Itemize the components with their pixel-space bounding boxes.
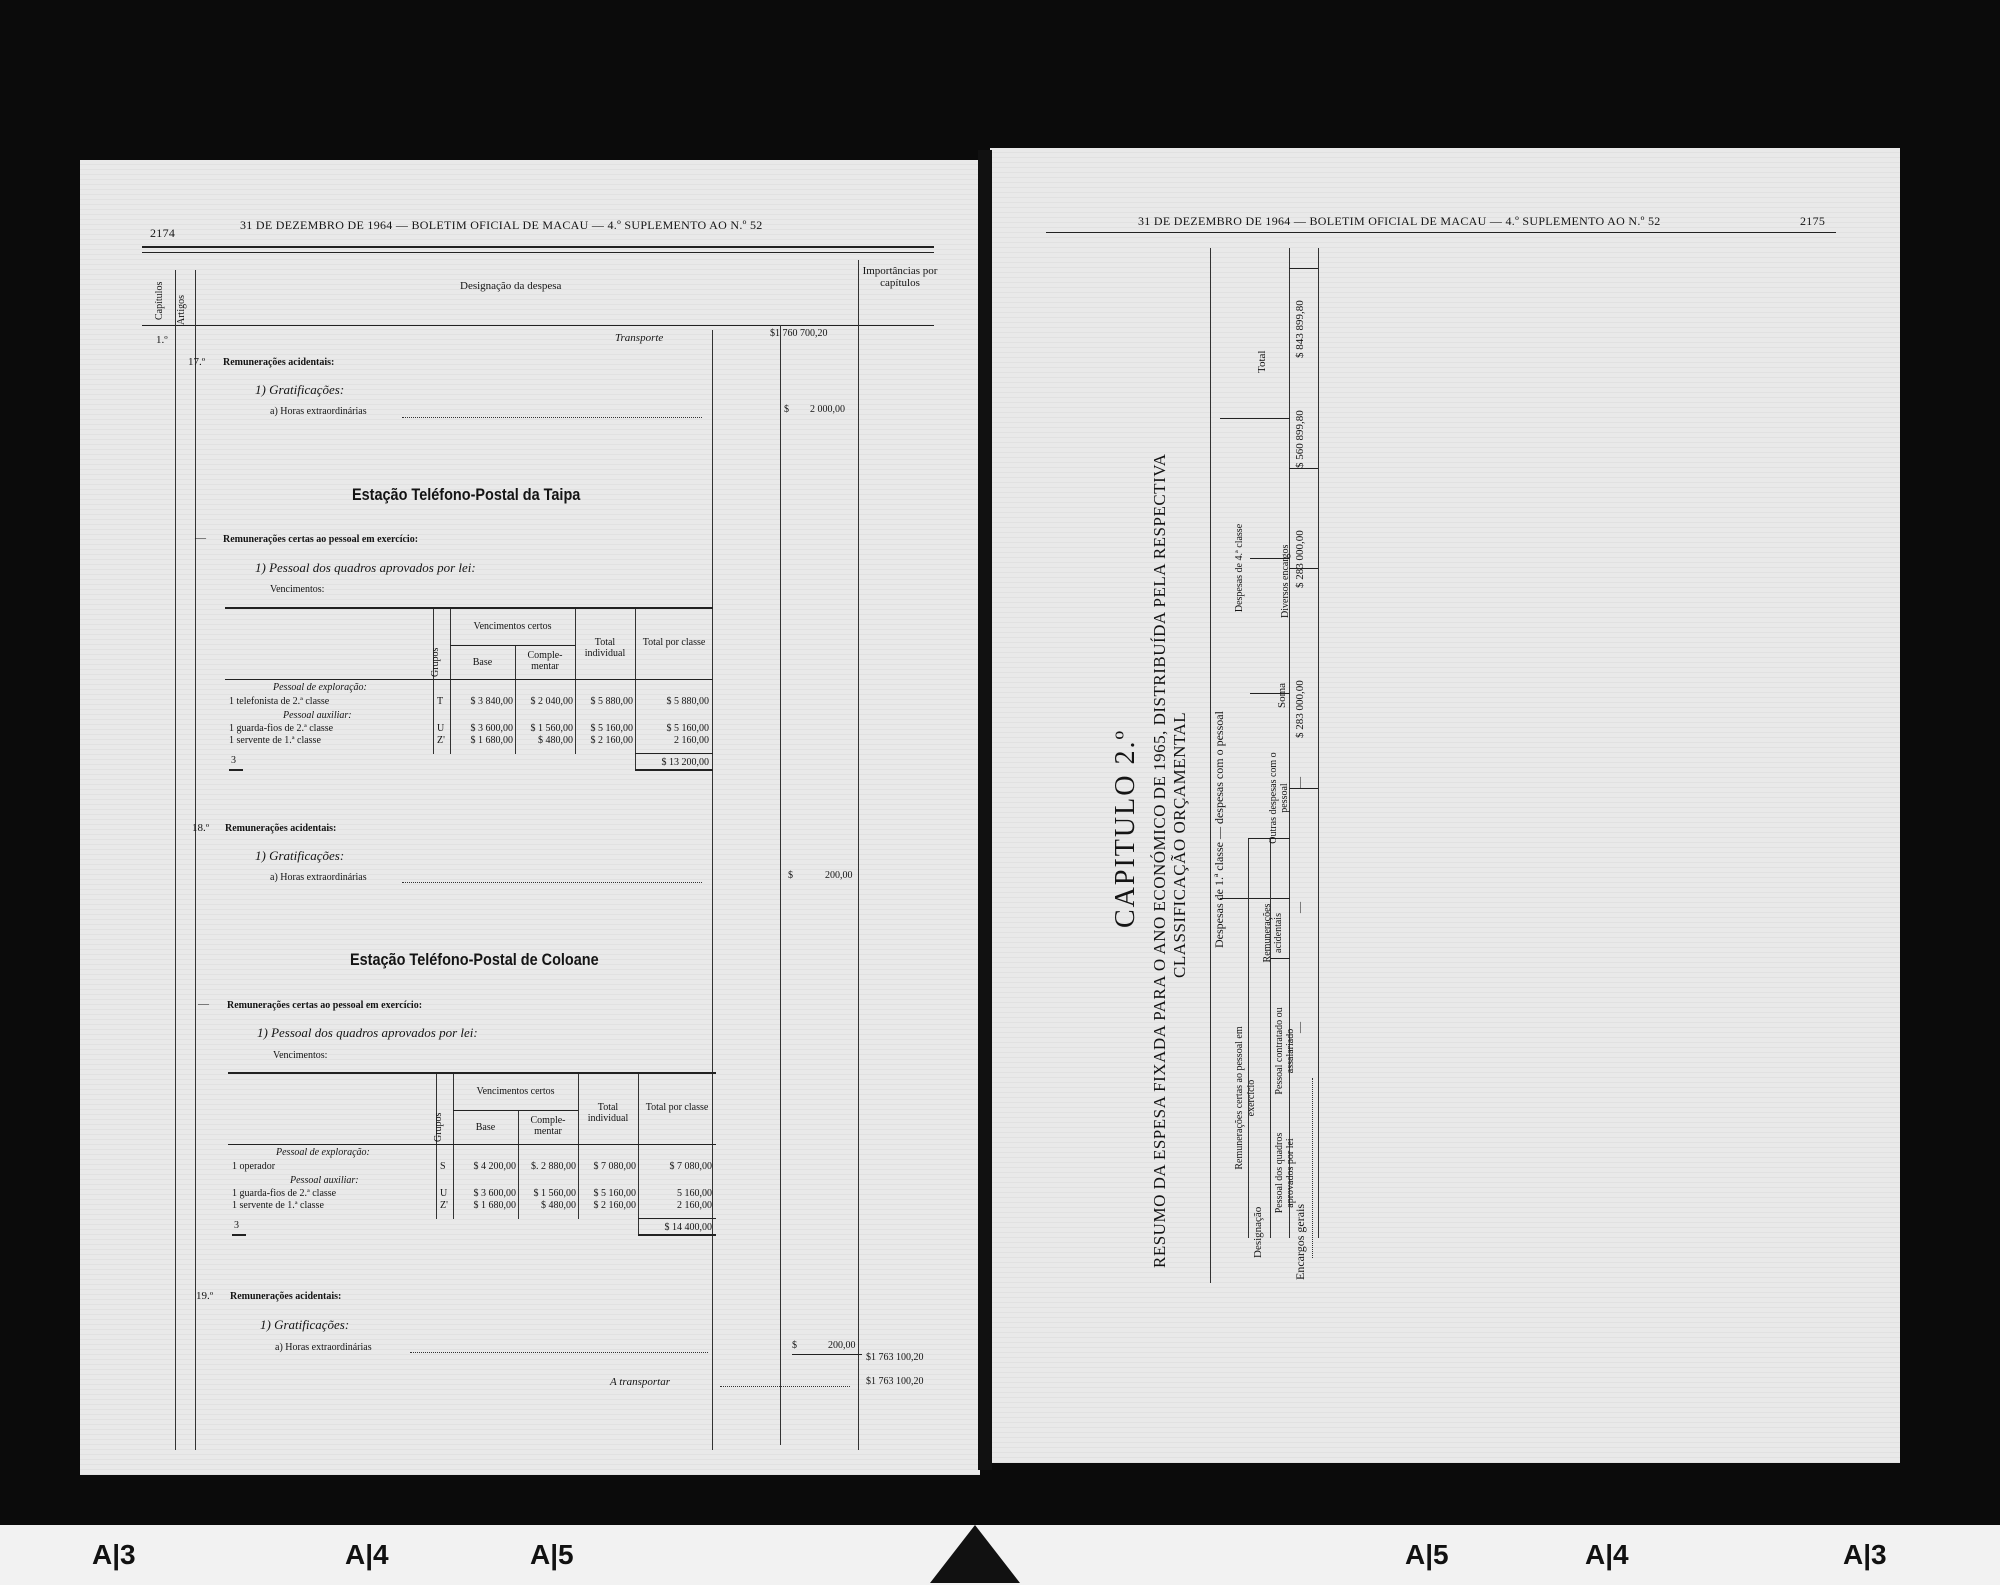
header-rule xyxy=(1046,232,1836,233)
remun-acidentais-19: Remunerações acidentais: xyxy=(230,1291,342,1302)
table-row-grupo: Z' xyxy=(437,735,445,746)
table-row-ind: $ 5 160,00 xyxy=(593,1188,636,1199)
row-count: 3 xyxy=(231,755,236,766)
dash: — xyxy=(195,532,206,544)
heading-rule xyxy=(142,325,934,326)
article-18: 18.º xyxy=(192,822,210,834)
taipa-salary-table xyxy=(225,607,713,782)
left-running-head: 31 DE DEZEMBRO DE 1964 — BOLETIM OFICIAL DE MACAU — 4.º SUPLEMENTO AO N.º 52 xyxy=(240,218,763,232)
col-remun-acid: Remunerações acidentais xyxy=(1262,903,1284,963)
col-total: Total xyxy=(1256,350,1268,373)
chapter-number: 1.º xyxy=(156,334,168,346)
tbl-base: Base xyxy=(475,1122,496,1133)
frame-marker: A|4 xyxy=(345,1539,389,1570)
value-total: $ 843 899,80 xyxy=(1294,300,1306,358)
coloane-salary-table xyxy=(228,1072,716,1247)
col-1a-classe: Despesas de 1.ª classe — despesas com o pessoal xyxy=(1212,711,1226,948)
table-row-ind: $ 2 160,00 xyxy=(590,735,633,746)
row-count: 3 xyxy=(234,1220,239,1231)
summary-title-line2: CLASSIFICAÇÃO ORÇAMENTAL xyxy=(1170,711,1189,978)
col-line xyxy=(175,270,176,1450)
tbl-complementar: Comple-mentar xyxy=(530,1115,566,1137)
table-row-grupo: Z' xyxy=(440,1200,448,1211)
header-rule-2 xyxy=(142,252,934,253)
leader-dots xyxy=(1312,1078,1313,1258)
table-row-classe: $ 5 880,00 xyxy=(666,696,709,707)
table-row-ind: $ 5 160,00 xyxy=(590,723,633,734)
art18-value: 200,00 xyxy=(825,870,853,881)
col-artigos: Artigos xyxy=(176,295,187,325)
book-gutter xyxy=(978,150,992,1470)
table-row-base: $ 4 200,00 xyxy=(473,1161,516,1172)
value-outras: $ 283 000,00 xyxy=(1294,680,1306,738)
col-remun-certas: Remunerações certas ao pessoal em exercício xyxy=(1234,1026,1257,1170)
frame-marker: A|5 xyxy=(530,1539,574,1570)
col-line xyxy=(195,270,196,1450)
col-capitulos: Capítulos xyxy=(154,281,165,320)
pessoal-exploracao: Pessoal de exploração: xyxy=(273,682,367,693)
transporte-value: $1 760 700,20 xyxy=(770,328,828,339)
frame-marker: A|3 xyxy=(92,1539,136,1570)
table-row-classe: $ 5 160,00 xyxy=(666,723,709,734)
remun-acidentais-18: Remunerações acidentais: xyxy=(225,823,337,834)
art17-value: 2 000,00 xyxy=(810,404,845,415)
col-line xyxy=(780,325,781,1445)
vencimentos-coloane: Vencimentos: xyxy=(273,1050,328,1061)
tbl-complementar: Comple-mentar xyxy=(527,650,563,672)
tbl-grupos: Grupos xyxy=(430,647,441,677)
dollar-17: $ xyxy=(784,404,789,415)
dollar-18: $ xyxy=(788,870,793,881)
pessoal-auxiliar: Pessoal auxiliar: xyxy=(283,710,352,721)
table-row-ind: $ 2 160,00 xyxy=(593,1200,636,1211)
value-soma: $ 283 000,00 xyxy=(1294,530,1306,588)
value-pessoal-quadros: — xyxy=(1294,1022,1306,1033)
dash: — xyxy=(198,998,209,1010)
station-taipa-title: Estação Teléfono-Postal da Taipa xyxy=(352,485,581,504)
table-row-desc: 1 servente de 1.ª classe xyxy=(229,735,321,746)
table-row-desc: 1 servente de 1.ª classe xyxy=(232,1200,324,1211)
gratificacoes-19: 1) Gratificações: xyxy=(260,1317,350,1332)
value-remun-acid: — xyxy=(1294,777,1306,788)
transporte-label: Transporte xyxy=(615,332,664,344)
col-line xyxy=(712,330,713,1450)
header-rule xyxy=(142,246,934,248)
tbl-grupos: Grupos xyxy=(433,1112,444,1142)
table-row-grupo: T xyxy=(437,696,444,707)
pessoal-auxiliar: Pessoal auxiliar: xyxy=(290,1175,359,1186)
leader-dots xyxy=(402,882,702,883)
table-row-grupo: U xyxy=(440,1188,448,1199)
col-importancias: Importâncias por capítulos xyxy=(862,265,938,289)
leader-dots xyxy=(720,1386,850,1387)
col-4a-classe: Despesas de 4.ª classe xyxy=(1234,523,1245,613)
value-diversos: $ 560 899,80 xyxy=(1294,410,1306,468)
dollar-19: $ xyxy=(792,1340,797,1351)
table-row-desc: 1 guarda-fios de 2.ª classe xyxy=(232,1188,337,1199)
remun-acidentais-17: Remunerações acidentais: xyxy=(223,357,335,368)
table-row-comp: $ 2 040,00 xyxy=(530,696,573,707)
table-row-comp: $ 1 560,00 xyxy=(533,1188,576,1199)
gratificacoes-18: 1) Gratificações: xyxy=(255,848,345,863)
col-pessoal-contratado: Pessoal contratado ou assalariado xyxy=(1274,1007,1296,1095)
left-page-number: 2174 xyxy=(150,226,176,240)
table-row-comp: $ 480,00 xyxy=(538,735,573,746)
table-row-base: $ 1 680,00 xyxy=(470,735,513,746)
tbl-total-classe: Total por classe xyxy=(645,1102,709,1113)
table-row-base: $ 1 680,00 xyxy=(473,1200,516,1211)
col-line xyxy=(858,260,859,1450)
col-designacao: Designação da despesa xyxy=(460,280,562,292)
table-row-desc: 1 operador xyxy=(232,1161,276,1172)
a-transportar-value: $1 763 100,20 xyxy=(866,1376,924,1387)
table-row-classe: 2 160,00 xyxy=(674,735,709,746)
table-row-ind: $ 5 880,00 xyxy=(590,696,633,707)
table-row-desc: 1 telefonista de 2.ª classe xyxy=(229,696,330,707)
frame-marker: A|5 xyxy=(1405,1539,1449,1570)
remun-certas-taipa: Remunerações certas ao pessoal em exercício: xyxy=(223,534,419,545)
tbl-total-ind: Total individual xyxy=(587,1102,629,1124)
station-coloane-title: Estação Teléfono-Postal de Coloane xyxy=(350,950,599,969)
row-encargos-gerais: Encargos gerais xyxy=(1293,1203,1307,1280)
pessoal-quadros-taipa: 1) Pessoal dos quadros aprovados por lei: xyxy=(255,560,476,575)
table-row-base: $ 3 600,00 xyxy=(470,723,513,734)
col-pessoal-quadros: Pessoal dos quadros aprovados por lei xyxy=(1274,1132,1296,1214)
vencimentos-taipa: Vencimentos: xyxy=(270,584,325,595)
art19-value: 200,00 xyxy=(828,1340,856,1351)
right-running-head: 31 DE DEZEMBRO DE 1964 — BOLETIM OFICIAL DE MACAU — 4.º SUPLEMENTO AO N.º 52 xyxy=(1138,214,1661,228)
a-transportar-label: A transportar xyxy=(610,1376,671,1388)
table-row-comp: $ 1 560,00 xyxy=(530,723,573,734)
value-pessoal-contratado: — xyxy=(1294,902,1306,913)
table-row-desc: 1 guarda-fios de 2.ª classe xyxy=(229,723,334,734)
table-row-classe: $ 7 080,00 xyxy=(669,1161,712,1172)
frame-marker: A|4 xyxy=(1585,1539,1629,1570)
sum-rule xyxy=(792,1354,862,1355)
gratificacoes-17: 1) Gratificações: xyxy=(255,382,345,397)
pessoal-quadros-coloane: 1) Pessoal dos quadros aprovados por lei: xyxy=(257,1025,478,1040)
leader-dots xyxy=(402,417,702,418)
horas-extra-19: a) Horas extraordinárias xyxy=(275,1342,372,1353)
col-diversos: Diversos encargos xyxy=(1280,544,1291,618)
leader-dots xyxy=(410,1352,708,1353)
horas-extra-18: a) Horas extraordinárias xyxy=(270,872,367,883)
tbl-venc-certos: Vencimentos certos xyxy=(473,621,552,632)
fold-marker xyxy=(930,1525,1020,1583)
article-17: 17.º xyxy=(188,356,206,368)
summary-title-line1: RESUMO DA ESPESA FIXADA PARA O ANO ECONÓMICO DE 1965, DISTRIBUÍDA PELA RESPECTIVA xyxy=(1150,453,1169,1268)
film-strip xyxy=(0,1525,2000,1585)
table-row-classe: 5 160,00 xyxy=(677,1188,712,1199)
capitulo-heading: CAPITULO 2.º xyxy=(1110,728,1141,928)
tbl-base: Base xyxy=(472,657,493,668)
tbl-venc-certos: Vencimentos certos xyxy=(476,1086,555,1097)
table-row-base: $ 3 600,00 xyxy=(473,1188,516,1199)
frame-marker: A|3 xyxy=(1843,1539,1887,1570)
pessoal-exploracao: Pessoal de exploração: xyxy=(276,1147,370,1158)
col-soma: Soma xyxy=(1276,682,1288,708)
table-row-classe: 2 160,00 xyxy=(677,1200,712,1211)
taipa-total: $ 13 200,00 xyxy=(661,757,709,768)
left-page xyxy=(80,160,980,1475)
col-designacao: Designação xyxy=(1252,1206,1264,1258)
table-row-base: $ 3 840,00 xyxy=(470,696,513,707)
col-outras: Outras despesas com o pessoal xyxy=(1268,752,1290,844)
table-row-grupo: U xyxy=(437,723,445,734)
table-row-grupo: S xyxy=(440,1161,446,1172)
article-19: 19.º xyxy=(196,1290,214,1302)
table-row-ind: $ 7 080,00 xyxy=(593,1161,636,1172)
table-row-comp: $. 2 880,00 xyxy=(531,1161,576,1172)
table-row-comp: $ 480,00 xyxy=(541,1200,576,1211)
right-page-number: 2175 xyxy=(1800,214,1826,228)
horas-extra-17: a) Horas extraordinárias xyxy=(270,406,367,417)
tbl-total-ind: Total individual xyxy=(584,637,626,659)
coloane-total: $ 14 400,00 xyxy=(664,1222,712,1233)
remun-certas-coloane: Remunerações certas ao pessoal em exercício: xyxy=(227,1000,423,1011)
tbl-total-classe: Total por classe xyxy=(642,637,706,648)
right-page xyxy=(990,148,1900,1463)
chapter-total: $1 763 100,20 xyxy=(866,1352,924,1363)
